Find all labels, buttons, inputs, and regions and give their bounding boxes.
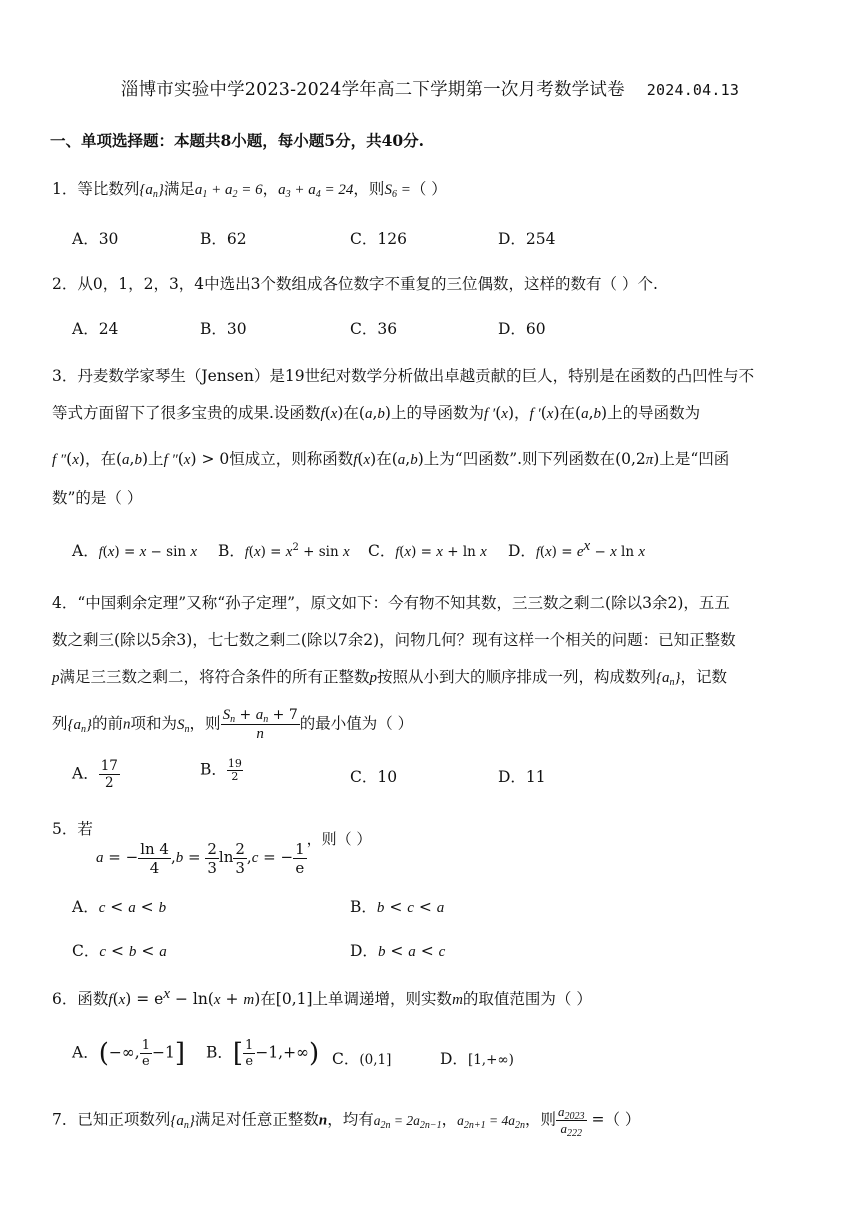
q4-option-b: B． $\frac{19}{2}$: [200, 757, 242, 783]
q6-text-d: 的取值范围为（ ）: [462, 990, 592, 1008]
q1-text-3: ，: [262, 180, 279, 198]
q5-a-label: A．: [72, 898, 99, 916]
q5-option-a: A．c < a < b: [72, 898, 167, 916]
q7-text-c: ，均有: [327, 1110, 374, 1129]
q5-option-c: C．c < b < a: [72, 942, 167, 960]
question-3-line-1: 3．丹麦数学家琴生（Jensen）是19世纪对数学分析做出卓越贡献的巨人，特别是在函数的凸凹性与不: [52, 367, 755, 385]
question-3-line-3: f ″(x)，在(a,b)上f ″(x) > 0恒成立，则称函数f(x)在(a,b)上为“凹函数”.则下列函数在(0,2π)上是“凹函: [52, 450, 730, 468]
q3-text-a: 等式方面留下了很多宝贵的成果.设函数: [52, 404, 321, 422]
q4-text-f: 项和为: [130, 714, 178, 733]
question-1: 1．等比数列$\{a_n\}$满足$a_1 + a_2 = 6$，$a_3 + a_4 = 24$，则$S_6$ =（ ）: [52, 180, 447, 200]
q1-number: 1．: [52, 180, 78, 198]
q3-text-c: 上的导函数为: [390, 404, 484, 422]
exam-date: 2024.04.13: [646, 81, 740, 99]
q3-text-b: 在: [343, 404, 359, 422]
q3-text-l: 上是“凹函: [659, 450, 730, 468]
q1-option-b: B．62: [200, 230, 247, 248]
q3-option-c: C．f(x) = x + ln x: [368, 542, 487, 560]
exam-title: [0, 76, 860, 101]
question-2: 2．从0，1，2，3，4中选出3个数组成各位数字不重复的三位偶数，这样的数有（ ）个.: [52, 275, 658, 293]
section-heading: 一、单项选择题：本题共8小题，每小题5分，共40分.: [50, 131, 425, 150]
question-3-line-2: 等式方面留下了很多宝贵的成果.设函数f(x)在(a,b)上的导函数为f ′(x)，f ′(x)在(a,b)上的导函数为: [52, 404, 701, 422]
q6-d-label: D．: [440, 1050, 468, 1068]
q4-text-g: ，则: [189, 714, 221, 733]
q4-b-label: B．: [200, 760, 227, 779]
q4-text-b: 按照从小到大的顺序排成一列，构成数列: [377, 668, 657, 686]
q4-text-e: 的前: [92, 714, 124, 733]
q3-text-e: 在: [559, 404, 576, 422]
q4-text-h: 的最小值为（ ）: [299, 714, 414, 733]
question-4-line-1: 4．“中国剩余定理”又称“孙子定理”，原文如下：今有物不知其数，三三数之剩二(除以3余2)，五五: [52, 594, 730, 612]
q3-a-label: A．: [72, 542, 99, 560]
q4-option-a: A． $\frac{17}{2}$: [72, 758, 118, 791]
q7-text-e: ，则: [525, 1110, 557, 1129]
q4-option-d: D．11: [498, 768, 546, 786]
q3-text-j: 在: [376, 450, 392, 468]
q4-a-label: A．: [72, 764, 99, 783]
q3-text-g: ，在: [84, 450, 116, 468]
q6-text-a: 6．函数: [52, 990, 109, 1008]
q5-blank: ，则（ ）: [306, 830, 372, 848]
q6-a-label: A．: [72, 1043, 99, 1062]
q2-option-d: D．60: [498, 320, 546, 338]
q2-option-a: A．24: [72, 320, 119, 338]
q4-text-d: 列: [52, 714, 68, 733]
q6-text-c: 上单调递增，则实数: [312, 990, 453, 1008]
q3-option-a: A．f(x) = x − sin x: [72, 542, 198, 560]
q3-d-label: D．: [508, 542, 536, 560]
question-6: 6．函数$f(x) = e^x - \ln(x + m)$在[0,1]上单调递增，则实数m的取值范围为（ ）: [52, 986, 592, 1008]
question-7: 7．已知正项数列$\{a_n\}$满足对任意正整数n，均有$a_{2n} = 2a_{2n-1}$，$a_{2n+1} = 4a_{2n}$，则 $\frac{a_{2023}}{a_{222}}$ =（ ）: [52, 1104, 641, 1139]
q1-option-d: D．254: [498, 230, 556, 248]
q3-option-b: B．$f(x) = x^2 + \sin x$: [218, 542, 350, 560]
q6-option-b: B．[ $\frac{1}{e}$ −1,+∞): [206, 1038, 320, 1069]
q3-text-k: 上为“凹函数”.则下列函数在: [423, 450, 616, 468]
q4-option-c: C．10: [350, 768, 398, 786]
q3-b-label: B．: [218, 542, 245, 560]
q3-text-h: 上: [148, 450, 164, 468]
q6-text-b: 在: [260, 990, 276, 1008]
q6-option-a: A．(−∞, $\frac{1}{e}$ −1]: [72, 1038, 185, 1069]
q1-option-a: A．30: [72, 230, 119, 248]
q5-option-d: D．b < a < c: [350, 942, 446, 960]
q4-text-c: ，记数: [680, 668, 728, 686]
question-3-line-4: 数”的是（ ）: [52, 489, 143, 507]
q7-text-b: 满足对任意正整数: [194, 1110, 319, 1129]
q1-option-c: C．126: [350, 230, 407, 248]
q1-blank: （ ）: [410, 180, 447, 198]
q6-c-label: C．: [332, 1050, 360, 1068]
q3-text-d: ，: [514, 404, 530, 422]
q2-option-c: C．36: [350, 320, 398, 338]
question-4-line-4: 列$\{a_n\}$的前n项和为$S_n$，则 $\frac{S_n + a_n + 7}{n}$ 的最小值为（ ）: [52, 707, 414, 742]
q1-text-2: 满足: [163, 180, 195, 198]
q6-option-d: D．[1,+∞): [440, 1050, 514, 1068]
q7-blank: （ ）: [604, 1110, 641, 1129]
question-5-expression: a = − $\frac{\ln 4}{4}$ ,b = $\frac{2}{3}$ ln $\frac{2}{3}$ ,c = − $\frac{1}{e}$ ，则（ ）: [96, 830, 372, 877]
q3-option-d: D．$f(x) = e^x - x$ ln x: [508, 538, 646, 560]
question-4-line-2: 数之剩三(除以5余3)，七七数之剩二(除以7余2)，问物几何？现有这样一个相关的问题：已知正整数: [52, 631, 736, 649]
q5-b-label: B．: [350, 898, 377, 916]
q3-c-label: C．: [368, 542, 396, 560]
q1-text: 等比数列: [77, 180, 140, 198]
q3-text-f: 上的导函数为: [607, 404, 701, 422]
question-5-prefix: 5．若: [52, 820, 93, 838]
q7-text-a: 7．已知正项数列: [52, 1110, 171, 1129]
q4-text-a: 满足三三数之剩二，将符合条件的所有正整数: [59, 668, 370, 686]
q2-option-b: B．30: [200, 320, 247, 338]
q5-d-label: D．: [350, 942, 378, 960]
q6-option-c: C．(0,1]: [332, 1050, 392, 1068]
q6-b-label: B．: [206, 1043, 233, 1062]
question-4-line-3: p满足三三数之剩二，将符合条件的所有正整数p按照从小到大的顺序排成一列，构成数列$\{a_n\}$，记数: [52, 668, 728, 688]
q3-text-i: 恒成立，则称函数: [229, 450, 354, 468]
q1-text-4: ，则: [353, 180, 385, 198]
q5-c-label: C．: [72, 942, 100, 960]
title-text: 淄博市实验中学2023-2024学年高二下学期第一次月考数学试卷: [120, 80, 625, 100]
q7-text-d: ，: [441, 1110, 458, 1129]
q5-option-b: B．b < c < a: [350, 898, 445, 916]
